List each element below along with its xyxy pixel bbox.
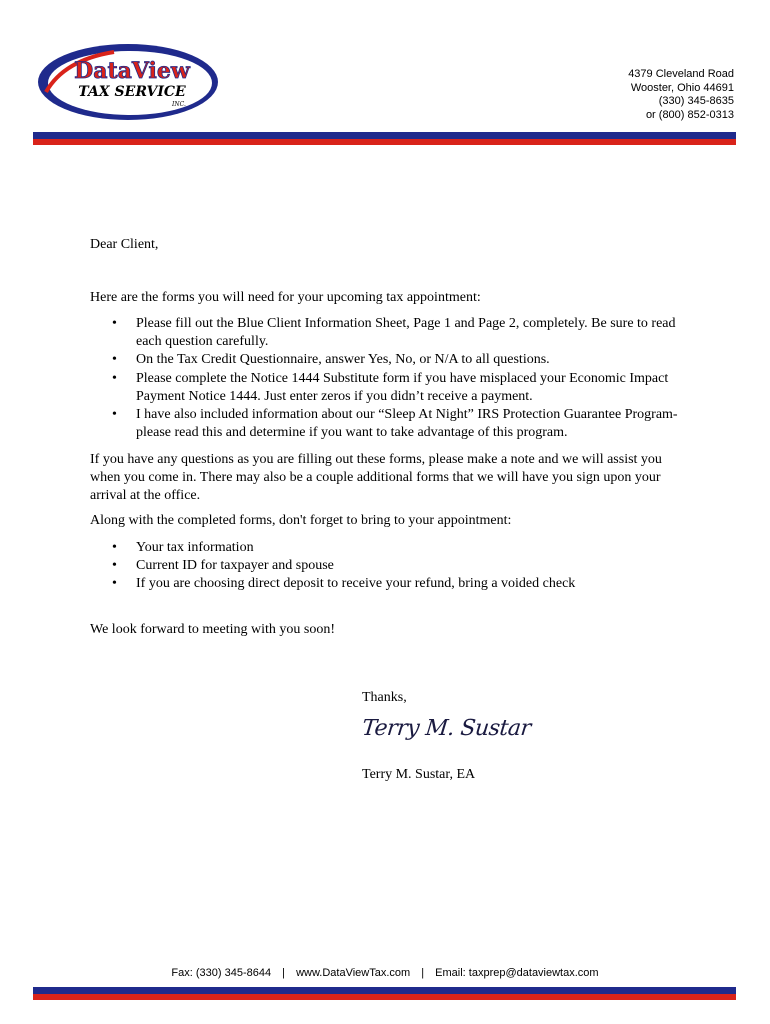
footer-contact: [0, 967, 770, 979]
list-item: [90, 406, 690, 442]
salutation: Dear Client,: [90, 237, 159, 252]
footer-email-link[interactable]: Email: taxprep@dataviewtax.com: [435, 967, 599, 979]
header-stripe: [33, 132, 736, 145]
questions-paragraph: If you have any questions as you are filling out these forms, please make a note and we will assist you when you come in. There may also be a couple additional forms that we will have you sign upon your arrival at the office.: [90, 452, 662, 504]
address-city: Wooster, Ohio 44691: [630, 81, 734, 94]
list-item-text: Current ID for taxpayer and spouse: [136, 558, 334, 574]
footer-fax: Fax: (330) 345-8644: [171, 967, 272, 979]
company-address: [628, 68, 734, 122]
bullet-icon: •: [112, 316, 117, 331]
address-street: 4379 Cleveland Road: [628, 68, 734, 80]
list-item: [90, 575, 690, 593]
bullet-icon: •: [112, 370, 117, 386]
list-item: [90, 370, 690, 406]
logo-service-text: TAX SERVICE: [78, 84, 186, 100]
list-item-text: I have also included information about our “Sleep At Night” IRS Protection Guarantee Program-please read this and determine if you want to take advantage of this program.: [136, 407, 678, 441]
list-item: [90, 315, 690, 351]
list-item: [90, 351, 690, 369]
footer-website-link[interactable]: www.DataViewTax.com: [296, 967, 411, 979]
logo-inc-text: INC.: [172, 101, 186, 108]
logo-graphic: [34, 40, 224, 124]
thanks-line: Thanks,: [362, 690, 407, 705]
handwritten-signature: Terry M. Sustar: [360, 716, 532, 741]
bring-list: [90, 539, 690, 594]
address-phone-alt: or (800) 852-0313: [645, 108, 734, 121]
closing-line: We look forward to meeting with you soon!: [90, 622, 335, 637]
logo-name-text: DataView: [74, 58, 190, 84]
list-item: [90, 539, 690, 557]
header-stripe-red: [33, 139, 736, 145]
list-item-text: If you are choosing direct deposit to receive your refund, bring a voided check: [136, 576, 576, 592]
address-phone: (330) 345-8635: [658, 95, 734, 107]
list-item-text: Your tax information: [136, 540, 254, 555]
header-stripe-blue: [33, 132, 736, 139]
signer-name: Terry M. Sustar, EA: [362, 767, 476, 782]
footer-stripe-red: [33, 994, 736, 1000]
company-logo: [34, 40, 224, 124]
footer-separator: |: [421, 967, 425, 979]
bullet-icon: •: [112, 576, 117, 592]
list-item-text: Please fill out the Blue Client Information Sheet, Page 1 and Page 2, completely. Be sure to read each question carefully.: [136, 316, 676, 350]
bullet-icon: •: [112, 540, 117, 555]
intro-line: Here are the forms you will need for your upcoming tax appointment:: [90, 290, 481, 305]
bullet-icon: •: [112, 352, 117, 368]
bring-intro: Along with the completed forms, don't forget to bring to your appointment:: [90, 513, 512, 528]
forms-list: [90, 315, 690, 442]
bullet-icon: •: [112, 558, 117, 574]
bullet-icon: •: [112, 407, 117, 423]
footer-stripe: [33, 987, 736, 1000]
footer-stripe-blue: [33, 987, 736, 994]
footer-separator: |: [282, 967, 285, 979]
list-item-text: On the Tax Credit Questionnaire, answer Yes, No, or N/A to all questions.: [136, 352, 550, 368]
list-item-text: Please complete the Notice 1444 Substitute form if you have misplaced your Economic Impact Payment Notice 1444. Just enter zeros if you didn’t receive a payment.: [136, 370, 669, 404]
list-item: [90, 557, 690, 575]
